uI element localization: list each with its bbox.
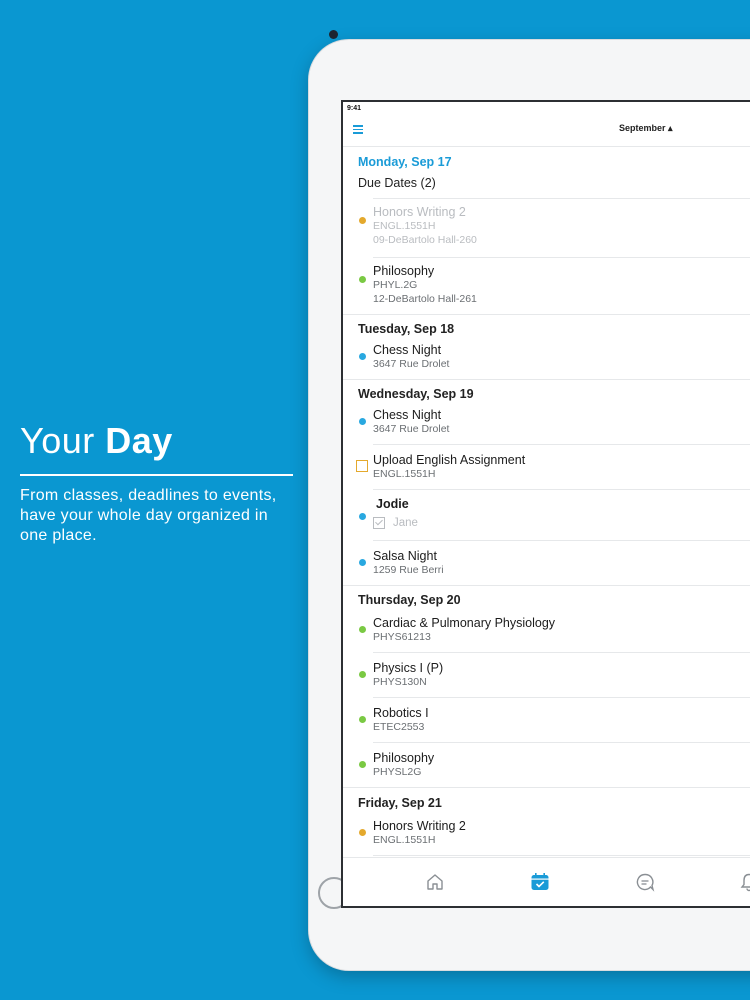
item-title: Philosophy <box>373 264 435 278</box>
task-checkbox[interactable] <box>356 460 368 472</box>
item-title: Cardiac & Pulmonary Physiology <box>373 616 556 630</box>
item-title: Salsa Night <box>373 549 437 563</box>
subtask-checkbox[interactable] <box>373 517 385 529</box>
day-header-monday: Monday, Sep 17 <box>358 155 452 169</box>
divider <box>343 585 750 586</box>
nav-bar <box>343 116 750 147</box>
item-location: 3647 Rue Drolet <box>373 423 450 435</box>
camera-icon <box>329 30 338 39</box>
item-code: PHYL.2G <box>373 279 418 291</box>
item-code: ENGL.1551H <box>373 468 436 480</box>
divider <box>373 257 750 258</box>
item-code: ETEC2553 <box>373 721 425 733</box>
divider <box>343 787 750 788</box>
green-dot-icon <box>359 671 366 678</box>
item-location: 3647 Rue Drolet <box>373 358 450 370</box>
divider <box>373 444 750 445</box>
item-title: Philosophy <box>373 751 435 765</box>
divider <box>373 742 750 743</box>
home-icon <box>425 872 445 892</box>
item-code: ENGL.1551H <box>373 220 436 232</box>
day-header-thursday: Thursday, Sep 20 <box>358 593 461 607</box>
promo-divider <box>20 474 293 476</box>
tab-calendar[interactable] <box>530 872 550 892</box>
day-header-friday: Friday, Sep 21 <box>358 796 442 810</box>
blue-dot-icon <box>359 513 366 520</box>
orange-dot-icon <box>359 217 366 224</box>
tab-bar <box>343 857 750 907</box>
green-dot-icon <box>359 716 366 723</box>
divider <box>373 652 750 653</box>
promo-title-bold: Day <box>105 420 173 461</box>
app-screen <box>341 100 750 908</box>
divider <box>343 379 750 380</box>
item-location: 1259 Rue Berri <box>373 564 444 576</box>
divider <box>343 314 750 315</box>
divider <box>373 855 750 856</box>
item-code: ENGL.1551H <box>373 834 436 846</box>
month-selector[interactable]: September ▴ <box>619 123 673 133</box>
due-dates-label: Due Dates (2) <box>358 176 436 190</box>
item-location: 09-DeBartolo Hall-260 <box>373 234 477 246</box>
tab-messages[interactable] <box>635 872 655 892</box>
divider <box>373 540 750 541</box>
bell-icon <box>739 872 750 892</box>
divider <box>373 697 750 698</box>
item-title: Robotics I <box>373 706 429 720</box>
green-dot-icon <box>359 761 366 768</box>
item-title: Honors Writing 2 <box>373 205 466 219</box>
promo-block <box>20 420 295 546</box>
item-title: Upload English Assignment <box>373 453 526 467</box>
day-header-tuesday: Tuesday, Sep 18 <box>358 322 455 336</box>
calendar-icon <box>530 872 550 892</box>
item-title: Jodie <box>376 497 409 511</box>
subtask-name: Jane <box>393 517 418 529</box>
item-code: PHYS130N <box>373 676 427 688</box>
blue-dot-icon <box>359 418 366 425</box>
tab-notifications[interactable] <box>739 872 750 892</box>
item-code: PHYS61213 <box>373 631 431 643</box>
green-dot-icon <box>359 626 366 633</box>
day-header-wednesday: Wednesday, Sep 19 <box>358 387 474 401</box>
blue-dot-icon <box>359 559 366 566</box>
status-time: 9:41 <box>347 105 362 112</box>
item-location: 12-DeBartolo Hall-261 <box>373 293 477 305</box>
hamburger-icon[interactable] <box>353 125 363 134</box>
chat-icon <box>635 872 655 892</box>
promo-subtitle: From classes, deadlines to events, have your whole day organized in one place. <box>20 487 277 544</box>
promo-title-light: Your <box>20 420 95 461</box>
orange-dot-icon <box>359 829 366 836</box>
tab-home[interactable] <box>425 872 445 892</box>
blue-dot-icon <box>359 353 366 360</box>
promo-title <box>20 420 295 462</box>
divider <box>373 198 750 199</box>
green-dot-icon <box>359 276 366 283</box>
item-title: Chess Night <box>373 343 442 357</box>
item-title: Physics I (P) <box>373 661 444 675</box>
item-code: PHYSL2G <box>373 766 422 778</box>
divider <box>373 489 750 490</box>
item-title: Honors Writing 2 <box>373 819 466 833</box>
item-title: Chess Night <box>373 408 442 422</box>
